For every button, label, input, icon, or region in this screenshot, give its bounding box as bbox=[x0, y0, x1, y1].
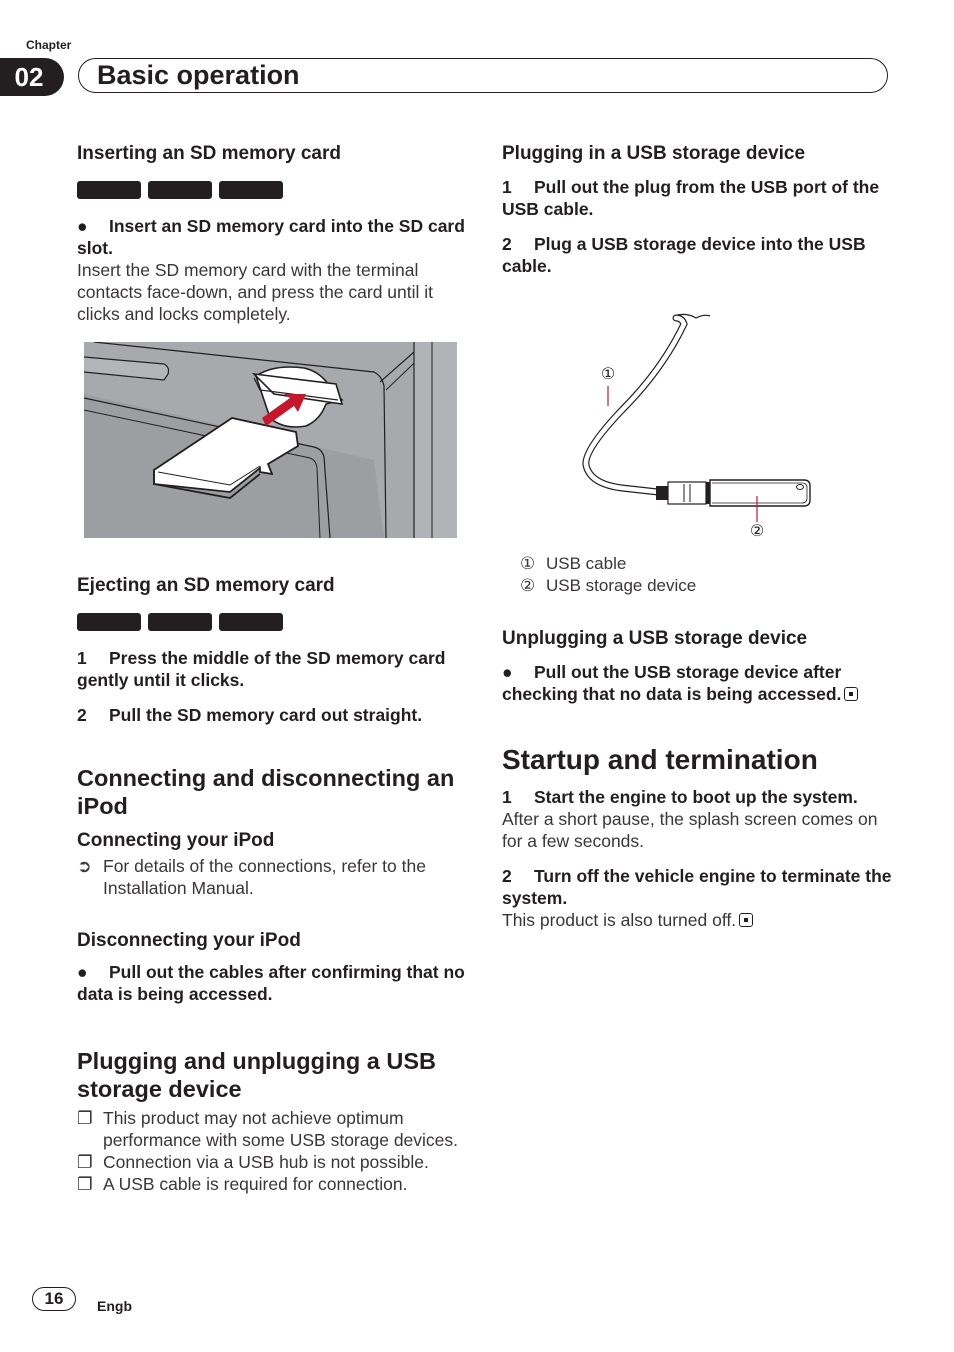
callout-1: ① bbox=[600, 364, 616, 383]
model-tags bbox=[77, 181, 469, 199]
end-mark-icon bbox=[739, 913, 753, 927]
chapter-number: 02 bbox=[0, 58, 64, 96]
page-number: 16 bbox=[32, 1287, 76, 1311]
bullet-icon: ● bbox=[77, 962, 88, 982]
startup-step-2-text: This product is also turned off. bbox=[502, 909, 894, 931]
figure-legend bbox=[520, 553, 912, 597]
arrow-note-icon: ➲ bbox=[77, 856, 92, 876]
usb-section bbox=[77, 1047, 472, 1195]
startup-step-1: 1 Start the engine to boot up the system. bbox=[502, 787, 858, 807]
usb-note: ❐ A USB cable is required for connection. bbox=[77, 1174, 408, 1194]
legend-item: ① USB cable bbox=[520, 554, 627, 573]
checkbox-icon: ❐ bbox=[77, 1174, 93, 1194]
model-tag bbox=[219, 181, 283, 199]
eject-sd-section bbox=[77, 575, 469, 726]
model-tags bbox=[77, 613, 469, 631]
plug-step-1: 1 Pull out the plug from the USB port of the USB cable. bbox=[502, 177, 880, 219]
ipod-section bbox=[77, 764, 469, 1005]
eject-sd-heading: Ejecting an SD memory card bbox=[77, 575, 335, 596]
sd-card-insert-illustration bbox=[84, 342, 457, 538]
checkbox-icon: ❐ bbox=[77, 1152, 93, 1172]
unplug-usb-bullet: ● Pull out the USB storage device after checking that no data is being accessed. bbox=[502, 661, 894, 705]
page-language: Engb bbox=[97, 1298, 132, 1314]
chapter-title bbox=[78, 58, 888, 93]
plug-step-2: 2 Plug a USB storage device into the USB cable. bbox=[502, 234, 866, 276]
connect-ipod-note: ➲ For details of the connections, refer to the Installation Manual. bbox=[77, 856, 426, 898]
startup-step-1-text: After a short pause, the splash screen comes on for a few seconds. bbox=[502, 809, 878, 851]
checkbox-icon: ❐ bbox=[77, 1108, 93, 1128]
callout-2: ② bbox=[749, 521, 765, 540]
insert-sd-bullet: ● Insert an SD memory card into the SD card slot. bbox=[77, 216, 465, 258]
model-tag bbox=[77, 613, 141, 631]
plug-usb-section bbox=[502, 143, 894, 277]
bullet-icon: ● bbox=[502, 662, 513, 682]
model-tag bbox=[148, 181, 212, 199]
startup-heading: Startup and termination bbox=[502, 744, 818, 775]
insert-sd-heading: Inserting an SD memory card bbox=[77, 143, 341, 164]
model-tag bbox=[148, 613, 212, 631]
startup-section bbox=[502, 744, 894, 931]
connect-ipod-heading: Connecting your iPod bbox=[77, 830, 275, 851]
eject-step-1: 1 Press the middle of the SD memory card gently until it clicks. bbox=[77, 648, 446, 690]
unplug-usb-heading: Unplugging a USB storage device bbox=[502, 628, 808, 649]
ipod-heading: Connecting and disconnecting an iPod bbox=[77, 765, 455, 819]
insert-sd-section bbox=[77, 143, 469, 325]
disconnect-ipod-bullet: ● Pull out the cables after confirming that no data is being accessed. bbox=[77, 962, 465, 1004]
chapter-label: Chapter bbox=[26, 38, 72, 52]
bullet-icon: ● bbox=[77, 216, 88, 236]
end-mark-icon bbox=[844, 687, 858, 701]
model-tag bbox=[77, 181, 141, 199]
insert-sd-text: Insert the SD memory card with the terminal contacts face-down, and press the card until it clicks and locks completely. bbox=[77, 260, 434, 324]
chapter-title-text: Basic operation bbox=[97, 60, 300, 90]
plug-usb-heading: Plugging in a USB storage device bbox=[502, 143, 806, 164]
eject-step-2: 2 Pull the SD memory card out straight. bbox=[77, 705, 423, 725]
usb-cable-illustration bbox=[572, 310, 817, 542]
model-tag bbox=[219, 613, 283, 631]
startup-step-2: 2 Turn off the vehicle engine to terminate the system. bbox=[502, 866, 892, 908]
legend-item: ② USB storage device bbox=[520, 576, 697, 595]
usb-note: ❐ Connection via a USB hub is not possible. bbox=[77, 1152, 429, 1172]
disconnect-ipod-heading: Disconnecting your iPod bbox=[77, 930, 301, 951]
unplug-usb-section bbox=[502, 628, 894, 705]
usb-heading: Plugging and unplugging a USB storage device bbox=[77, 1048, 436, 1102]
usb-note: ❐ This product may not achieve optimum performance with some USB storage devices. bbox=[77, 1108, 459, 1150]
